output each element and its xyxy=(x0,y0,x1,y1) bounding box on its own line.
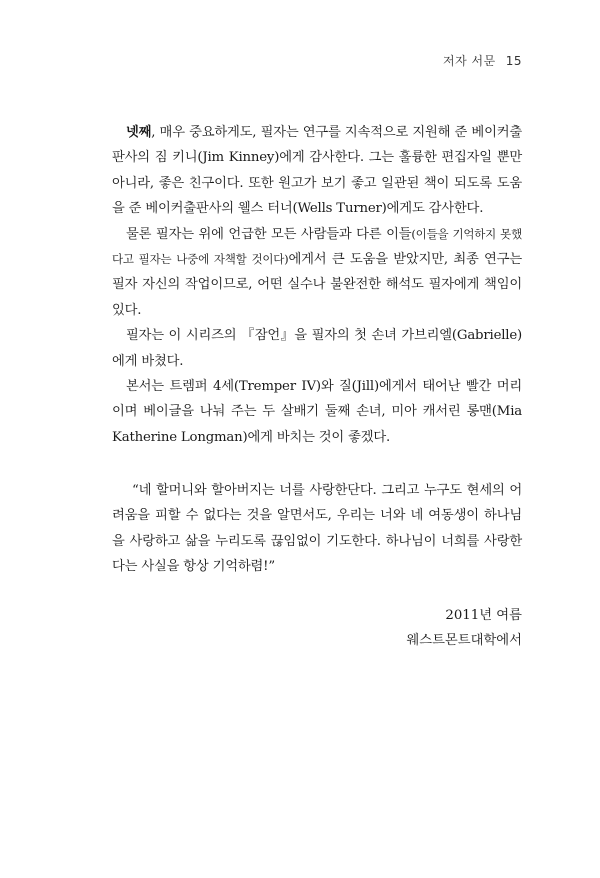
paragraph-2-text-before: 물론 필자는 위에 언급한 모든 사람들과 다른 이들 xyxy=(126,226,412,242)
signature-date: 2011년 여름 xyxy=(445,608,522,623)
paragraph-2-text-after: 에게서 큰 도움을 받았지만, 최종 연구는 필자 자신의 작업이므로, 어떤 실수나 불완전한 해석도 필자에게 책임이 있다. xyxy=(112,252,522,318)
paragraph-2-aside: (이들을 기억하지 못했다고 필자는 나중에 자책할 것이다) xyxy=(112,226,522,267)
page-number: 15 xyxy=(505,54,522,68)
paragraph-1-text: , 매우 중요하게도, 필자는 연구를 지속적으로 지원해 준 베이커출판사의 짐 키니(Jim Kinney)에게 감사한다. 그는 훌륭한 편집자일 뿐만 아니라, 좋은 친구이다. 또한 원고가 보기 좋고 일관된 책이 되도록 도움을 준 베이커출판사의 웰스 터너(Wells Turner)에게도 감사한다. xyxy=(112,125,522,217)
signature-block xyxy=(406,603,522,654)
paragraph-lead: 넷째 xyxy=(126,125,152,140)
paragraph-4 xyxy=(112,374,522,450)
body-text xyxy=(112,120,522,450)
paragraph-3-text: 필자는 이 시리즈의 『잠언』을 필자의 첫 손녀 가브리엘(Gabrielle)에게 바쳤다. xyxy=(112,328,522,369)
paragraph-2 xyxy=(112,222,522,324)
paragraph-4-text: 본서는 트렘퍼 4세(Tremper IV)와 질(Jill)에게서 태어난 빨간 머리이며 베이글을 나눠 주는 두 살배기 둘째 손녀, 미아 캐서린 롱맨(Mia Katherine Longman)에게 바치는 것이 좋겠다. xyxy=(112,379,522,445)
signature-place: 웨스트몬트대학에서 xyxy=(406,633,522,649)
blessing-quote: “네 할머니와 할아버지는 너를 사랑한단다. 그리고 누구도 현세의 어려움을 피할 수 없다는 것을 알면서도, 우리는 너와 네 여동생이 하나님을 사랑하고 삶을 누리도록 끊임없이 기도한다. 하나님이 너희를 사랑한다는 사실을 항상 기억하렴!” xyxy=(112,483,522,575)
running-header xyxy=(443,52,522,69)
paragraph-3 xyxy=(112,323,522,374)
paragraph-1 xyxy=(112,120,522,222)
section-title: 저자 서문 xyxy=(443,54,496,68)
